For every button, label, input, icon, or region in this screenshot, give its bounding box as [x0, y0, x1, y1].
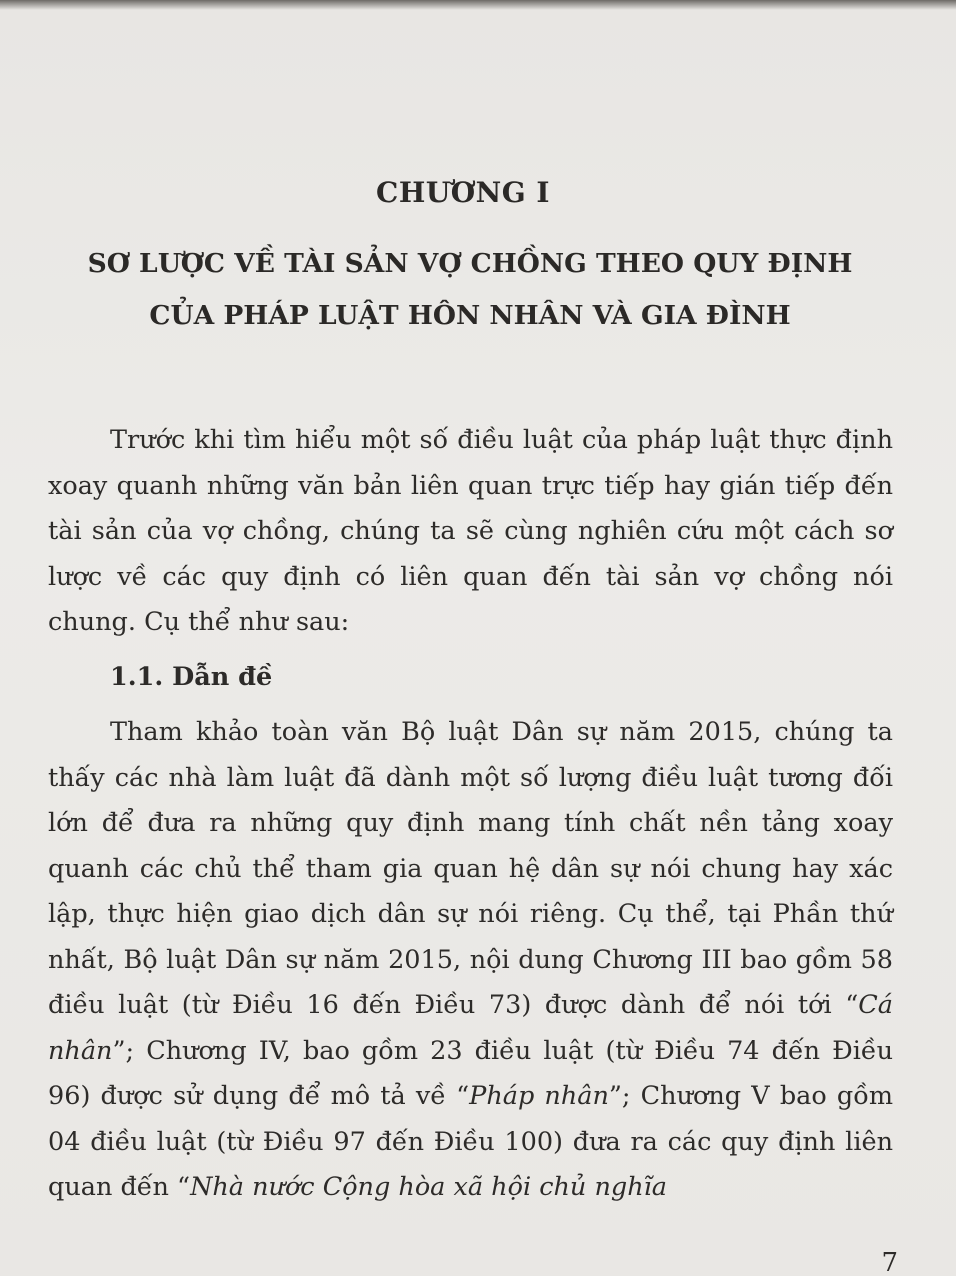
- intro-paragraph: Trước khi tìm hiểu một số điều luật của pháp luật thực định xoay quanh những văn bản liên quan trực tiếp hay gián tiếp đến tài sản của vợ chồng, chúng ta sẽ cùng nghiên cứu một cách sơ lược về các quy định có liên quan đến tài sản vợ chồng nói chung. Cụ thể như sau:: [48, 425, 893, 637]
- section-paragraph-part-3: ”; Chương V bao gồm 04 điều luật (từ Điều 97 đến Điều 100) đưa ra các quy định liên quan đến “: [48, 1081, 893, 1202]
- page-number: 7: [881, 1248, 898, 1276]
- term-nha-nuoc: Nhà nước Cộng hòa xã hội chủ nghĩa: [190, 1172, 667, 1202]
- section-heading: 1.1. Dẫn đề: [110, 662, 273, 692]
- intro-section: [48, 418, 893, 646]
- chapter-label: CHƯƠNG I: [376, 176, 550, 209]
- section-paragraph-part-1: Tham khảo toàn văn Bộ luật Dân sự năm 2015, chúng ta thấy các nhà làm luật đã dành một số lượng điều luật tương đối lớn để đưa ra những quy định mang tính chất nền tảng xoay quanh các chủ thể tham gia quan hệ dân sự nói chung hay xác lập, thực hiện giao dịch dân sự nói riêng. Cụ thể, tại Phần thứ nhất, Bộ luật Dân sự năm 2015, nội dung Chương III bao gồm 58 điều luật (từ Điều 16 đến Điều 73) được dành để nói tới “: [48, 717, 893, 1020]
- term-ca-nhan: Cá nhân: [48, 990, 893, 1066]
- section-paragraph: [48, 710, 893, 1211]
- chapter-title-line-2: CỦA PHÁP LUẬT HÔN NHÂN VÀ GIA ĐÌNH: [149, 300, 791, 331]
- term-phap-nhan: Pháp nhân: [469, 1081, 609, 1111]
- page-top-shadow: [0, 0, 956, 10]
- chapter-title: [30, 238, 910, 342]
- section-body: [48, 710, 893, 1211]
- section-paragraph-part-2: ”; Chương IV, bao gồm 23 điều luật (từ Điều 74 đến Điều 96) được sử dụng để mô tả về “: [48, 1035, 893, 1111]
- chapter-title-line-1: SƠ LƯỢC VỀ TÀI SẢN VỢ CHỒNG THEO QUY ĐỊNH: [87, 248, 853, 279]
